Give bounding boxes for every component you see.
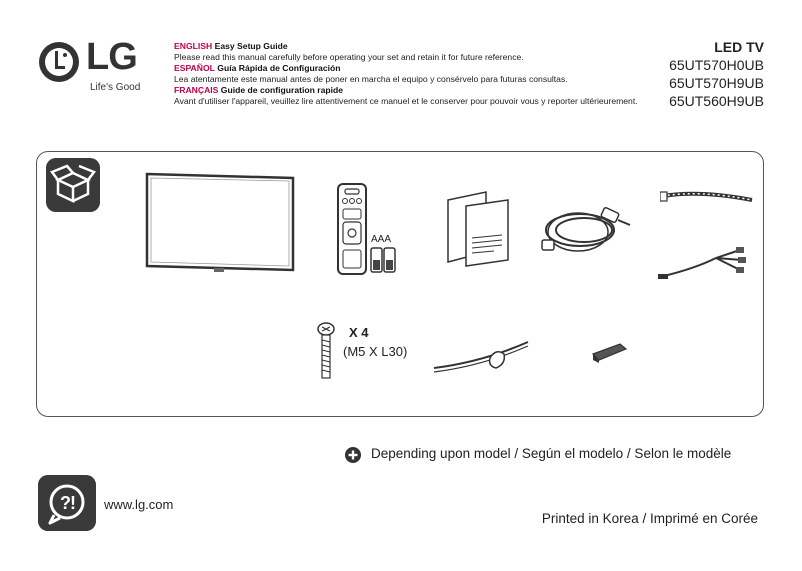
model-number: 65UT560H9UB <box>669 93 764 109</box>
guide-title-english: Easy Setup Guide <box>214 41 288 51</box>
tv-illustration <box>144 171 296 277</box>
help-icon <box>38 475 96 531</box>
intro-french: Avant d'utiliser l'appareil, veuillez lire attentivement ce manuel et le conserver pour pouvoir vous y reporter ultérieurement. <box>174 96 638 106</box>
intro-text-block <box>174 41 644 107</box>
power-cord-icon <box>540 200 636 260</box>
lang-label-english: ENGLISH <box>174 41 213 51</box>
clip-icon <box>590 340 630 364</box>
batteries-icon <box>370 246 396 274</box>
lg-logo-icon <box>38 41 80 83</box>
intro-spanish: Lea atentamente este manual antes de poner en marcha el equipo y consérvelo para futuras consultas. <box>174 74 568 84</box>
av-cable-icon <box>656 246 748 282</box>
open-box-icon <box>46 158 100 212</box>
svg-text:!: ! <box>70 493 76 513</box>
logo-wordmark: LG <box>86 36 137 78</box>
remote-control-icon <box>336 182 368 276</box>
screw-size: (M5 X L30) <box>343 344 408 359</box>
plus-circle-icon <box>345 447 361 463</box>
model-number: 65UT570H0UB <box>669 57 764 73</box>
guide-title-french: Guide de configuration rapide <box>220 85 344 95</box>
svg-text:?: ? <box>60 493 71 513</box>
model-block <box>669 38 764 110</box>
manuals-icon <box>446 190 512 270</box>
cable-holder-icon <box>432 338 532 378</box>
guide-title-spanish: Guía Rápida de Configuración <box>217 63 341 73</box>
logo-tagline: Life's Good <box>90 82 141 93</box>
cable-tie-icon <box>660 188 756 210</box>
model-number: 65UT570H9UB <box>669 75 764 91</box>
intro-english: Please read this manual carefully before operating your set and retain it for future reference. <box>174 52 524 62</box>
battery-label: AAA <box>371 234 392 245</box>
screw-count: X 4 <box>349 325 369 340</box>
lang-label-spanish: ESPAÑOL <box>174 63 215 73</box>
model-note: Depending upon model / Según el modelo / Selon le modèle <box>371 446 732 461</box>
website-link[interactable]: www.lg.com <box>104 497 174 512</box>
lang-label-french: FRANÇAIS <box>174 85 219 95</box>
screw-icon <box>316 322 336 380</box>
product-type: LED TV <box>714 39 764 55</box>
printed-in: Printed in Korea / Imprimé en Corée <box>541 511 758 526</box>
